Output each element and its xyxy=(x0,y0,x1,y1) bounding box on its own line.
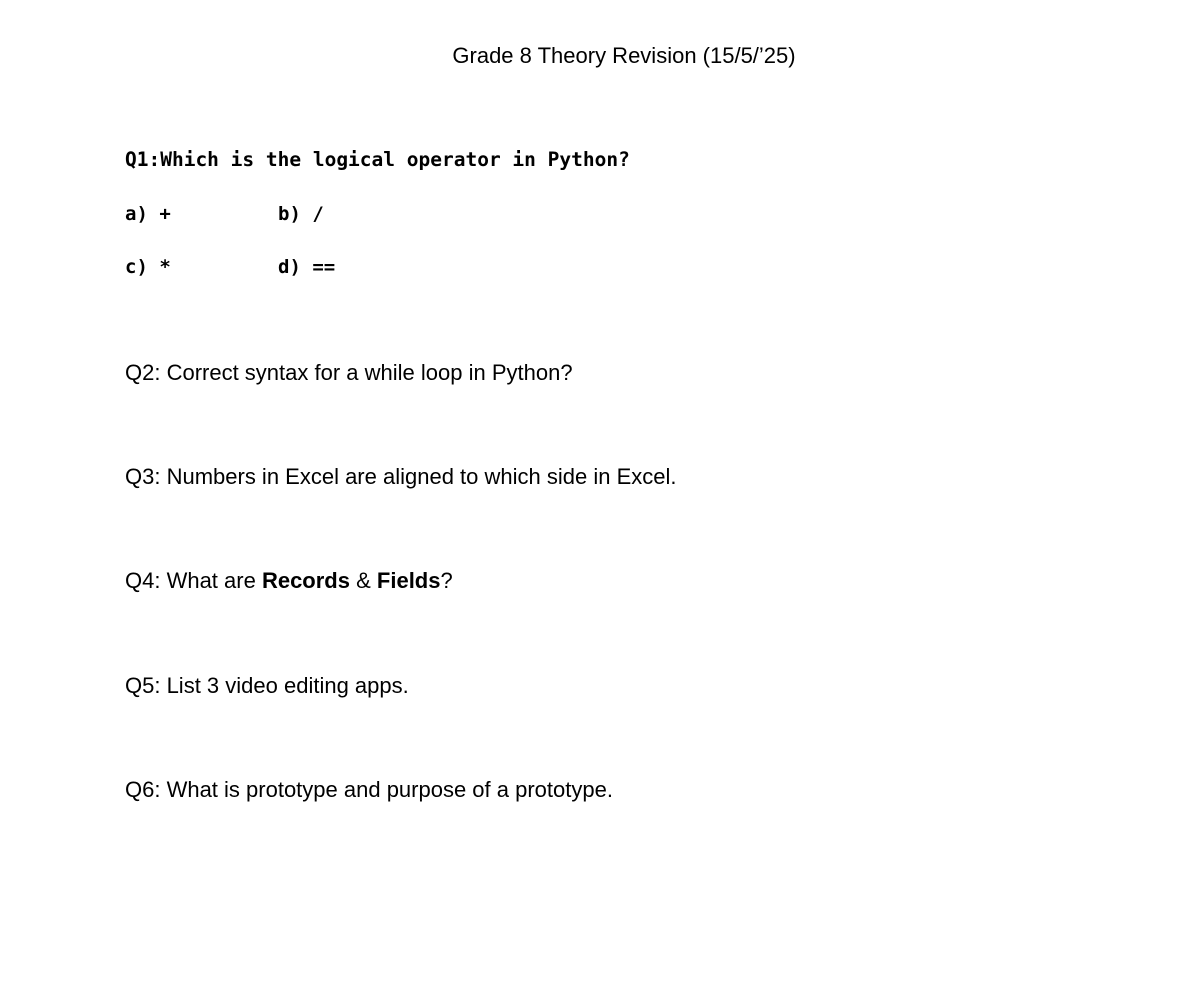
document-title: Grade 8 Theory Revision (15/5/’25) xyxy=(452,43,796,68)
question-1-option-a: a) + xyxy=(125,203,171,225)
question-4-middle: & xyxy=(350,568,377,593)
question-4 xyxy=(125,565,453,597)
question-4-prefix: Q4: What are xyxy=(125,568,262,593)
question-1-option-b: b) / xyxy=(278,203,324,225)
question-6: Q6: What is prototype and purpose of a prototype. xyxy=(125,777,613,802)
question-1-option-c: c) * xyxy=(125,256,171,278)
question-5: Q5: List 3 video editing apps. xyxy=(125,673,409,698)
question-4-term-fields: Fields xyxy=(376,568,441,593)
question-3: Q3: Numbers in Excel are aligned to which side in Excel. xyxy=(125,464,677,489)
question-1: Q1:Which is the logical operator in Python? xyxy=(125,148,630,171)
question-4-suffix: ? xyxy=(440,568,453,593)
question-4-term-records: Records xyxy=(261,568,350,593)
question-2: Q2: Correct syntax for a while loop in Python? xyxy=(125,360,573,385)
question-1-option-d: d) == xyxy=(278,256,336,278)
